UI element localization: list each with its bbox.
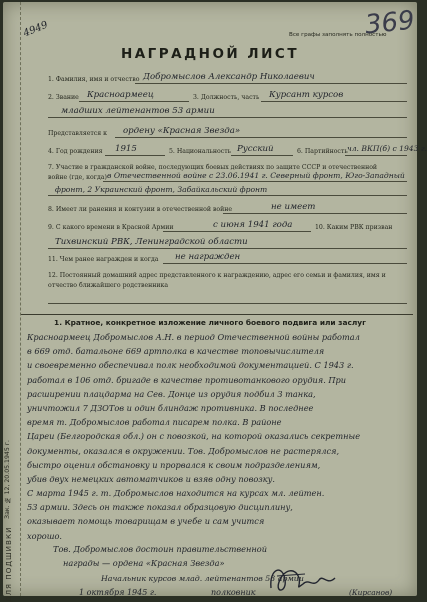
field-position-label: 3. Должность, часть (193, 94, 260, 101)
signer-name: (Кирсанов) (349, 588, 393, 597)
field-party-label: 6. Партийность (297, 148, 348, 155)
description-line: уничтожил 7 ДЗОТов и один блиндаж противника. В последнее (27, 402, 314, 413)
description-line: Цареи (Белгородская обл.) он с повозкой, на которой оказались секретные (27, 431, 361, 442)
field-nominated-value: ордену «Красная Звезда» (123, 126, 241, 136)
field-nominated-label: Представляется к (48, 130, 108, 137)
description-line: документы, оказался в окружении. Тов. Добромыслов не растерялся, (27, 445, 340, 456)
field-address-label-2: отчество ближайшего родственника (48, 282, 169, 289)
award-date: 1 октября 1945 г. (79, 588, 157, 597)
field-war-value: в Отечественной войне с 23.06.1941 г. Северный фронт, Юго-Западный (107, 171, 405, 180)
description-line: хорошо. (27, 530, 63, 541)
conclusion-line-1: Тов. Добромыслов достоин правительственной (53, 544, 267, 554)
header-note: Все графы заполнять полностью (289, 32, 387, 38)
field-rank-value: Красноармеец (87, 90, 154, 100)
print-code: Зак. № 12, 20.05.1945 г. (4, 440, 11, 519)
field-war-label-2: войне (где, когда) (48, 174, 107, 181)
field-name-label: 1. Фамилия, имя и отчество (48, 76, 140, 83)
field-service-since-value: с июня 1941 года (213, 220, 293, 230)
page-title: НАГРАДНОЙ ЛИСТ (120, 46, 300, 62)
field-awards-label: 11. Чем ранее награжден и когда (48, 256, 159, 263)
field-wounds-label: 8. Имеет ли ранения и контузии в отечественной войне (48, 206, 233, 213)
field-wounds-value: не имеет (271, 202, 316, 212)
field-war-label: 7. Участие в гражданской войне, последующих боевых действиях по защите СССР и отечественной (48, 164, 378, 171)
description-line: время т. Добромыслов работал писарем полка. В районе (27, 417, 282, 428)
field-rvk-label: 10. Каким РВК призван (315, 224, 393, 231)
fold-margin-line (20, 2, 21, 596)
field-war-value-2: фронт, 2 Украинский фронт, Забайкальский фронт (55, 185, 268, 194)
signer-title: Начальник курсов млад. лейтенантов 53 армии (101, 574, 304, 583)
field-nationality-label: 5. Национальность (169, 148, 232, 155)
field-birth-year-value: 1915 (115, 144, 137, 154)
corner-handwritten-number: 4949 (21, 19, 50, 40)
description-line: и своевременно обеспечивал полк необходимой документацией. С 1943 г. (27, 360, 354, 371)
field-rank-label: 2. Звание (48, 94, 79, 101)
field-birth-year-label: 4. Год рождения (48, 148, 103, 155)
description-line: убив двух немецких автоматчиков и взяв одну повозку. (27, 473, 275, 484)
award-description (27, 330, 415, 543)
field-nationality-value: Русский (237, 144, 274, 154)
signer-rank: полковник (211, 588, 256, 597)
section-heading: 1. Кратное, конкретное изложение личного боевого подвига или заслуг (54, 318, 366, 327)
field-rvk-value: Тихвинский РВК, Ленинградской области (55, 237, 248, 247)
conclusion-line-2: награды — ордена «Красная Звезда» (63, 558, 225, 568)
field-position-value: Курсант курсов (269, 90, 344, 100)
field-name-value: Добромыслов Александр Николаевич (143, 72, 315, 82)
field-address-label: 12. Постоянный домашний адрес представленного к награждению, адрес его семьи и фамилия, имя и (48, 272, 386, 279)
description-line: 53 армии. Здесь он также показал образцовую дисциплину, (27, 502, 293, 513)
record-number: 369 (363, 5, 417, 41)
description-line: быстро оценил обстановку и прорвался к своим подразделениям, (27, 459, 321, 470)
description-line: С марта 1945 г. т. Добромыслов находится на курсах мл. лейтен. (27, 488, 325, 499)
field-service-since-label: 9. С какого времени в Красной Армии (48, 224, 174, 231)
award-sheet (3, 2, 427, 602)
field-position-value-2: младших лейтенантов 53 армии (61, 106, 215, 116)
field-awards-value: не награжден (175, 252, 241, 262)
section-divider (21, 314, 413, 315)
description-line: работал в 106 отд. бригаде в качестве противотанкового орудия. При (27, 374, 347, 385)
signature (265, 558, 345, 598)
description-line: в 669 отд. батальоне 669 артполка в качестве топовычислителя (27, 346, 325, 357)
description-line: Красноармеец Добромыслов А.Н. в период Отечественной войны работал (27, 332, 360, 342)
description-line: расширении плацдарма на Сев. Донце из орудия подбил 3 танка, (27, 388, 316, 399)
field-party-value: чл. ВКП(б) с 1943 г. (347, 144, 427, 153)
fold-margin-label: ДЛЯ ПОДШИВКИ (4, 526, 13, 602)
description-line: оказывает помощь товарищам в учебе и сам учится (27, 516, 265, 527)
